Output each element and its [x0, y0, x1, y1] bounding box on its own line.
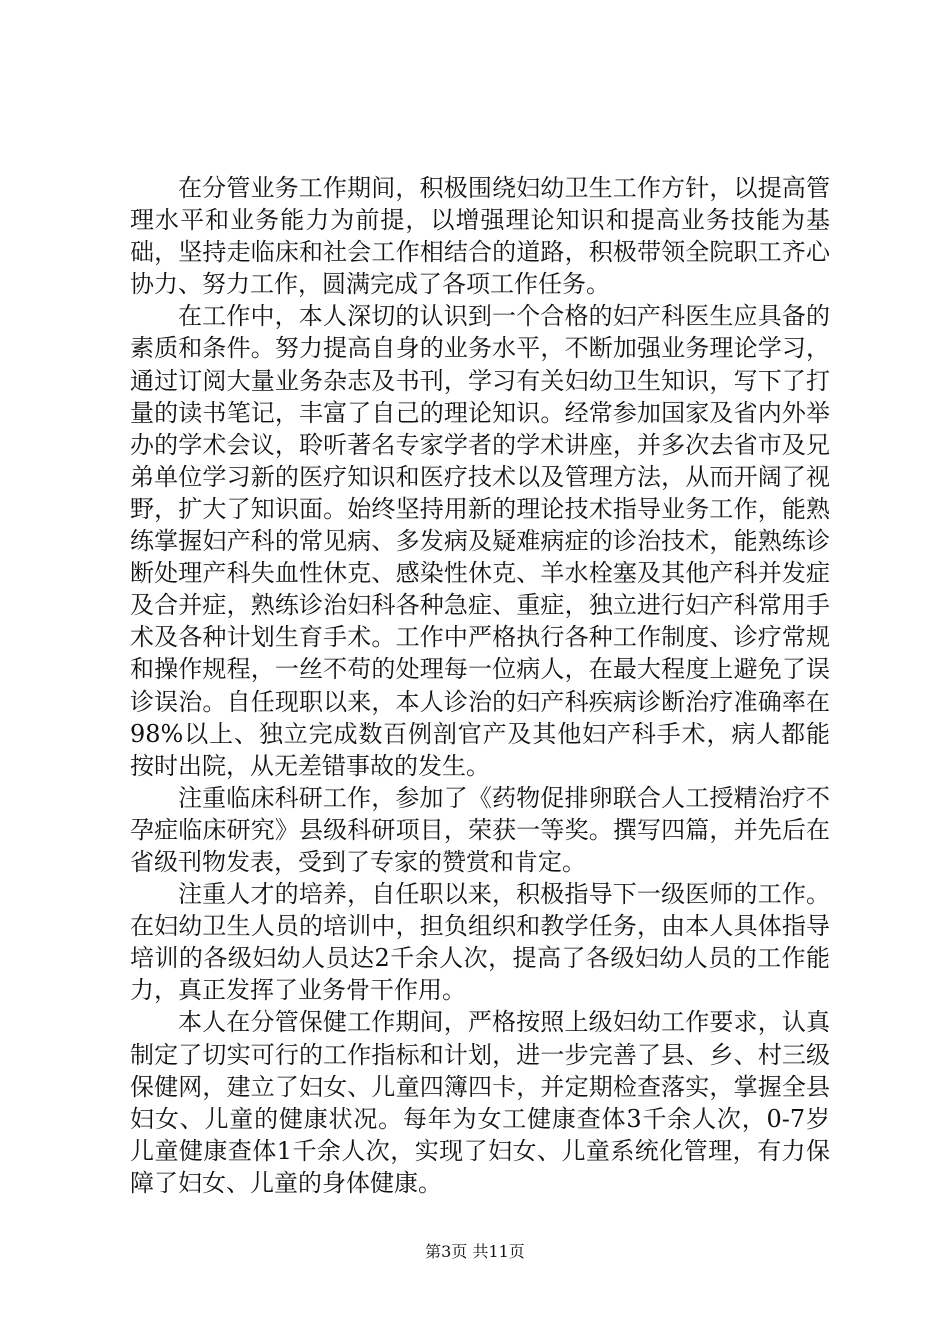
document-body [130, 172, 830, 1199]
paragraph-clinical-skills: 在工作中，本人深切的认识到一个合格的妇产科医生应具备的素质和条件。努力提高自身的业务水平，不断加强业务理论学习，通过订阅大量业务杂志及书刊，学习有关妇幼卫生知识，写下了打量的读书笔记，丰富了自己的理论知识。经常参加国家及省内外举办的学术会议，聆听著名专家学者的学术讲座，并多次去省市及兄弟单位学习新的医疗知识和医疗技术以及管理方法，从而开阔了视野，扩大了知识面。始终坚持用新的理论技术指导业务工作，能熟练掌握妇产科的常见病、多发病及疑难病症的诊治技术，能熟练诊断处理产科失血性休克、感染性休克、羊水栓塞及其他产科并发症及合并症，熟练诊治妇科各种急症、重症，独立进行妇产科常用手术及各种计划生育手术。工作中严格执行各种工作制度、诊疗常规和操作规程，一丝不苟的处理每一位病人，在最大程度上避免了误诊误治。自任现职以来，本人诊治的妇产科疾病诊断治疗准确率在98%以上、独立完成数百例剖官产及其他妇产科手术，病人都能按时出院，从无差错事故的发生。 [130, 302, 830, 780]
paragraph-training: 注重人才的培养，自任职以来，积极指导下一级医师的工作。在妇幼卫生人员的培训中，担负组织和教学任务，由本人具体指导培训的各级妇幼人员达2千余人次，提高了各级妇幼人员的工作能力，真正发挥了业务骨干作用。 [130, 880, 830, 1005]
page-footer: 第3页 共11页 [425, 1242, 525, 1261]
paragraph-health-care: 本人在分管保健工作期间，严格按照上级妇幼工作要求，认真制定了切实可行的工作指标和计划，进一步完善了县、乡、村三级保健网，建立了妇女、儿童四簿四卡，并定期检查落实，掌握全县妇女、儿童的健康状况。每年为女工健康查体3千余人次，0-7岁儿童健康查体1千余人次，实现了妇女、儿童系统化管理，有力保障了妇女、儿童的身体健康。 [130, 1008, 830, 1197]
paragraph-work-overview: 在分管业务工作期间，积极围绕妇幼卫生工作方针，以提高管理水平和业务能力为前提，以增强理论知识和提高业务技能为基础，坚持走临床和社会工作相结合的道路，积极带领全院职工齐心协力、努力工作，圆满完成了各项工作任务。 [130, 174, 830, 299]
paragraph-research: 注重临床科研工作，参加了《药物促排卵联合人工授精治疗不孕症临床研究》县级科研项目，荣获一等奖。撰写四篇，并先后在省级刊物发表，受到了专家的赞赏和肯定。 [130, 783, 830, 876]
